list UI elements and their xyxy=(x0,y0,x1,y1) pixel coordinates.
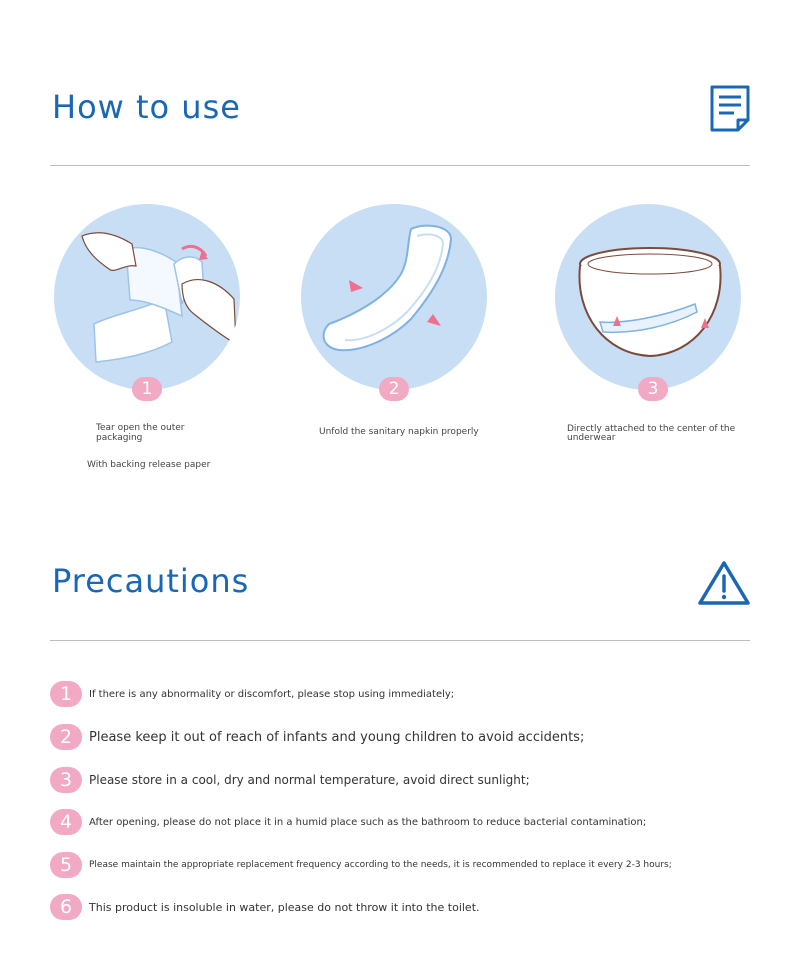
precaution-item xyxy=(50,894,480,920)
precaution-text: Please store in a cool, dry and normal temperature, avoid direct sunlight; xyxy=(89,773,530,787)
step-1-caption-line-1: Tear open the outer xyxy=(96,423,185,433)
precautions-title: Precautions xyxy=(52,562,250,600)
precaution-text: After opening, please do not place it in a humid place such as the bathroom to reduce bacterial contamination; xyxy=(89,816,647,828)
precaution-item xyxy=(50,681,454,707)
precaution-item xyxy=(50,767,530,793)
precautions-divider xyxy=(50,640,750,641)
how-to-use-title: How to use xyxy=(52,88,241,126)
precaution-text: Please keep it out of reach of infants and young children to avoid accidents; xyxy=(89,729,585,745)
step-1-sub-caption: With backing release paper xyxy=(87,460,211,470)
precaution-text: Please maintain the appropriate replacement frequency according to the needs, it is recommended to replace it every 2-3 hours; xyxy=(89,860,672,870)
precaution-number: 2 xyxy=(50,724,82,750)
precaution-item xyxy=(50,724,584,750)
step-3-caption-line-2: underwear xyxy=(567,433,616,443)
step-2-caption-line-1: Unfold the sanitary napkin properly xyxy=(319,427,479,437)
precaution-item xyxy=(50,809,646,835)
precaution-number: 3 xyxy=(50,767,82,793)
precaution-number: 4 xyxy=(50,809,82,835)
step-1-badge: 1 xyxy=(132,377,162,401)
document-icon xyxy=(708,84,752,132)
step-3-caption-line-1: Directly attached to the center of the xyxy=(567,424,736,434)
precaution-item xyxy=(50,852,672,878)
step-3-badge: 3 xyxy=(638,377,668,401)
how-to-use-divider xyxy=(50,165,750,166)
step-2-illustration xyxy=(301,204,487,390)
step-2-badge: 2 xyxy=(379,377,409,401)
step-1-illustration xyxy=(54,204,240,390)
step-1-caption-line-2: packaging xyxy=(96,433,143,443)
precaution-text: If there is any abnormality or discomfort, please stop using immediately; xyxy=(89,688,455,700)
precaution-number: 6 xyxy=(50,894,82,920)
precaution-number: 5 xyxy=(50,852,82,878)
step-3-illustration xyxy=(555,204,741,390)
precaution-text: This product is insoluble in water, please do not throw it into the toilet. xyxy=(89,900,480,914)
warning-icon xyxy=(697,560,751,606)
precaution-number: 1 xyxy=(50,681,82,707)
